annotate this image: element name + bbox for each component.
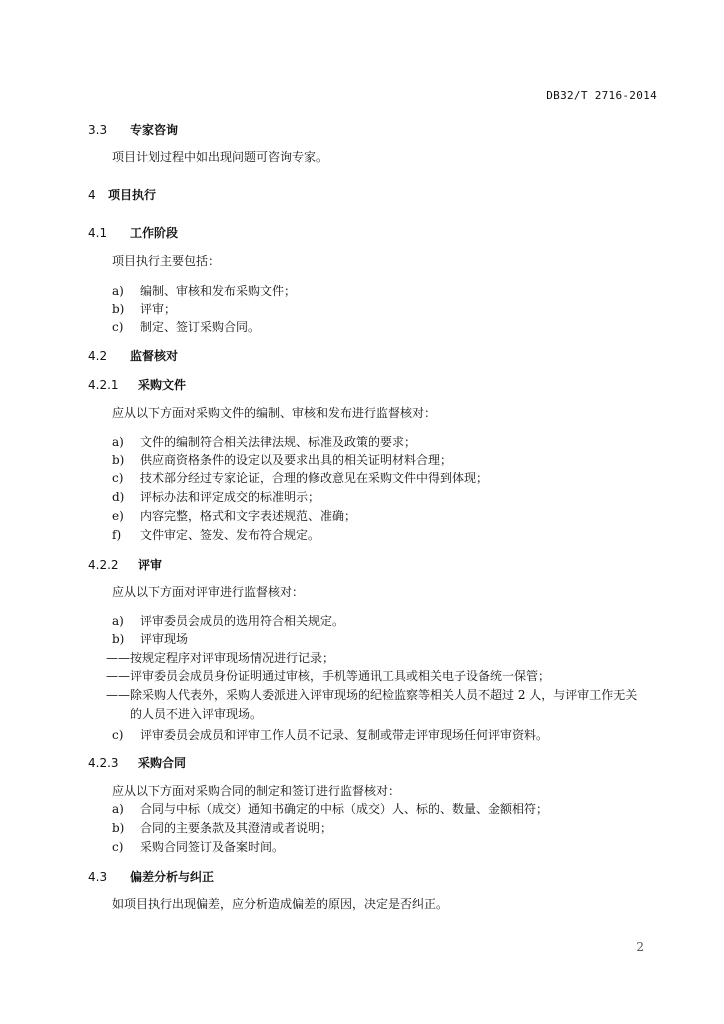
dash-item-continuation: 的人员不进入评审现场。	[130, 707, 263, 721]
document-code: DB32/T 2716-2014	[546, 89, 657, 102]
list-item: d) 评标办法和评定成交的标准明示；	[112, 490, 321, 504]
list-item: c) 制定、签订采购合同。	[112, 320, 261, 334]
page-number: 2	[636, 940, 644, 954]
list-item: a) 合同与中标（成交）通知书确定的中标（成交）人、标的、数量、金额相符；	[112, 802, 549, 816]
heading-4-3: 4.3 偏差分析与纠正	[88, 870, 215, 884]
heading-4-2-2: 4.2.2 评审	[88, 558, 163, 572]
heading-4: 4 项目执行	[88, 188, 157, 202]
heading-3-3: 3.3 专家咨询	[88, 123, 179, 137]
dash-item: ——除采购人代表外，采购人委派进入评审现场的纪检监察等相关人员不超过 2 人，与评审工作无关	[106, 688, 638, 702]
list-item: a) 文件的编制符合相关法律法规、标准及政策的要求；	[112, 435, 417, 449]
dash-item: ——按规定程序对评审现场情况进行记录；	[106, 651, 335, 665]
paragraph: 应从以下方面对采购合同的制定和签订进行监督核对：	[112, 784, 401, 798]
heading-4-2-3: 4.2.3 采购合同	[88, 756, 187, 770]
list-item: c) 评审委员会成员和评审工作人员不记录、复制或带走评审现场任何评审资料。	[112, 728, 549, 742]
list-item: a) 编制、审核和发布采购文件；	[112, 284, 297, 298]
paragraph: 项目计划过程中如出现问题可咨询专家。	[112, 150, 329, 164]
list-item: c) 采购合同签订及备案时间。	[112, 840, 285, 854]
list-item: c) 技术部分经过专家论证，合理的修改意见在采购文件中得到体现；	[112, 471, 489, 485]
paragraph: 应从以下方面对采购文件的编制、审核和发布进行监督核对：	[112, 406, 437, 420]
list-item: a) 评审委员会成员的选用符合相关规定。	[112, 614, 345, 628]
list-item: b) 评审现场	[112, 632, 189, 646]
dash-item: ——评审委员会成员身份证明通过审核，手机等通讯工具或相关电子设备统一保管；	[106, 669, 551, 683]
list-item: b) 合同的主要条款及其澄清或者说明；	[112, 821, 333, 835]
list-item: b) 供应商资格条件的设定以及要求出具的相关证明材料合理；	[112, 453, 453, 467]
heading-4-2-1: 4.2.1 采购文件	[88, 378, 187, 392]
paragraph: 应从以下方面对评审进行监督核对：	[112, 585, 305, 599]
list-item: b) 评审；	[112, 302, 177, 316]
paragraph: 项目执行主要包括：	[112, 254, 221, 268]
list-item: f) 文件审定、签发、发布符合规定。	[112, 528, 321, 542]
list-item: e) 内容完整，格式和文字表述规范、准确；	[112, 509, 357, 523]
heading-4-1: 4.1 工作阶段	[88, 226, 179, 240]
heading-4-2: 4.2 监督核对	[88, 349, 179, 363]
paragraph: 如项目执行出现偏差，应分析造成偏差的原因，决定是否纠正。	[112, 897, 449, 911]
